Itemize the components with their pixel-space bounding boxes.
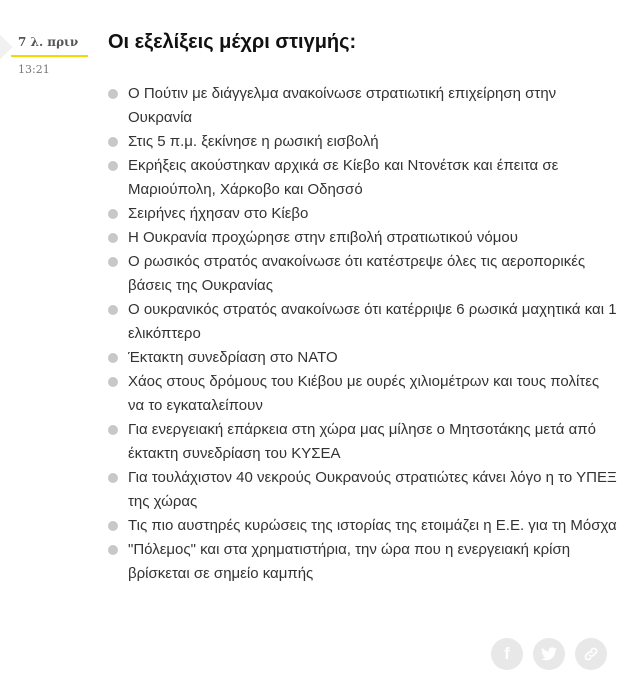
list-item xyxy=(108,370,618,418)
bullet-icon xyxy=(108,425,118,435)
list-item-text: "Πόλεμος" και στα χρηματιστήρια, την ώρα που η ενεργειακή κρίση βρίσκεται σε σημείο καμπής xyxy=(128,541,571,582)
list-item xyxy=(108,466,618,514)
list-item-text: Στις 5 π.μ. ξεκίνησε η ρωσική εισβολή xyxy=(128,133,379,150)
list-item-text: Εκρήξεις ακούστηκαν αρχικά σε Κίεβο και Ντονέτσκ και έπειτα σε Μαριούπολη, Χάρκοβο και Οδησσό xyxy=(128,157,559,198)
share-buttons xyxy=(491,638,607,670)
bullet-icon xyxy=(108,305,118,315)
list-item xyxy=(108,514,618,538)
list-item-text: Σειρήνες ήχησαν στο Κίεβο xyxy=(128,205,309,222)
accent-divider xyxy=(11,55,88,57)
list-item xyxy=(108,298,618,346)
bullet-icon xyxy=(108,89,118,99)
bullet-icon xyxy=(108,521,118,531)
list-item xyxy=(108,418,618,466)
bullet-icon xyxy=(108,353,118,363)
link-icon xyxy=(583,646,599,662)
twitter-icon xyxy=(541,647,557,661)
post-title: Οι εξελίξεις μέχρι στιγμής: xyxy=(108,31,357,53)
bullet-icon xyxy=(108,545,118,555)
bullet-icon xyxy=(108,161,118,171)
list-item-text: Έκτακτη συνεδρίαση στο ΝΑΤΟ xyxy=(128,349,338,366)
list-item xyxy=(108,346,618,370)
list-item-text: Για τουλάχιστον 40 νεκρούς Ουκρανούς στρατιώτες κάνει λόγο η το ΥΠΕΞ της χώρας xyxy=(128,469,617,510)
list-item xyxy=(108,130,618,154)
list-item xyxy=(108,538,618,586)
bullet-icon xyxy=(108,233,118,243)
facebook-icon: f xyxy=(504,644,510,663)
list-item-text: Για ενεργειακή επάρκεια στη χώρα μας μίλησε ο Μητσοτάκης μετά από έκτακτη συνεδρίαση του ΚΥΣΕΑ xyxy=(128,421,596,462)
list-item xyxy=(108,82,618,130)
list-item-text: Χάος στους δρόμους του Κιέβου με ουρές χιλιομέτρων και τους πολίτες να το εγκαταλείπουν xyxy=(128,373,600,414)
bullet-icon xyxy=(108,377,118,387)
list-item xyxy=(108,202,618,226)
timestamp: 13:21 xyxy=(18,63,50,76)
list-item xyxy=(108,226,618,250)
bullet-icon xyxy=(108,473,118,483)
list-item xyxy=(108,154,618,202)
list-item-text: Ο ρωσικός στρατός ανακοίνωσε ότι κατέστρεψε όλες τις αεροπορικές βάσεις της Ουκρανίας xyxy=(128,253,586,294)
facebook-share-button[interactable] xyxy=(491,638,523,670)
time-ago: 7 λ. πριν xyxy=(18,35,79,49)
twitter-share-button[interactable] xyxy=(533,638,565,670)
bullet-icon xyxy=(108,257,118,267)
bullet-icon xyxy=(108,209,118,219)
list-item xyxy=(108,250,618,298)
copy-link-button[interactable] xyxy=(575,638,607,670)
updates-list xyxy=(108,82,618,586)
list-item-text: Η Ουκρανία προχώρησε στην επιβολή στρατιωτικού νόμου xyxy=(128,229,518,246)
list-item-text: Τις πιο αυστηρές κυρώσεις της ιστορίας της ετοιμάζει η Ε.Ε. για τη Μόσχα xyxy=(128,517,617,534)
list-item-text: Ο ουκρανικός στρατός ανακοίνωσε ότι κατέρριψε 6 ρωσικά μαχητικά και 1 ελικόπτερο xyxy=(128,301,617,342)
timeline-marker xyxy=(0,31,13,62)
bullet-icon xyxy=(108,137,118,147)
list-item-text: Ο Πούτιν με διάγγελμα ανακοίνωσε στρατιωτική επιχείρηση στην Ουκρανία xyxy=(128,85,557,126)
